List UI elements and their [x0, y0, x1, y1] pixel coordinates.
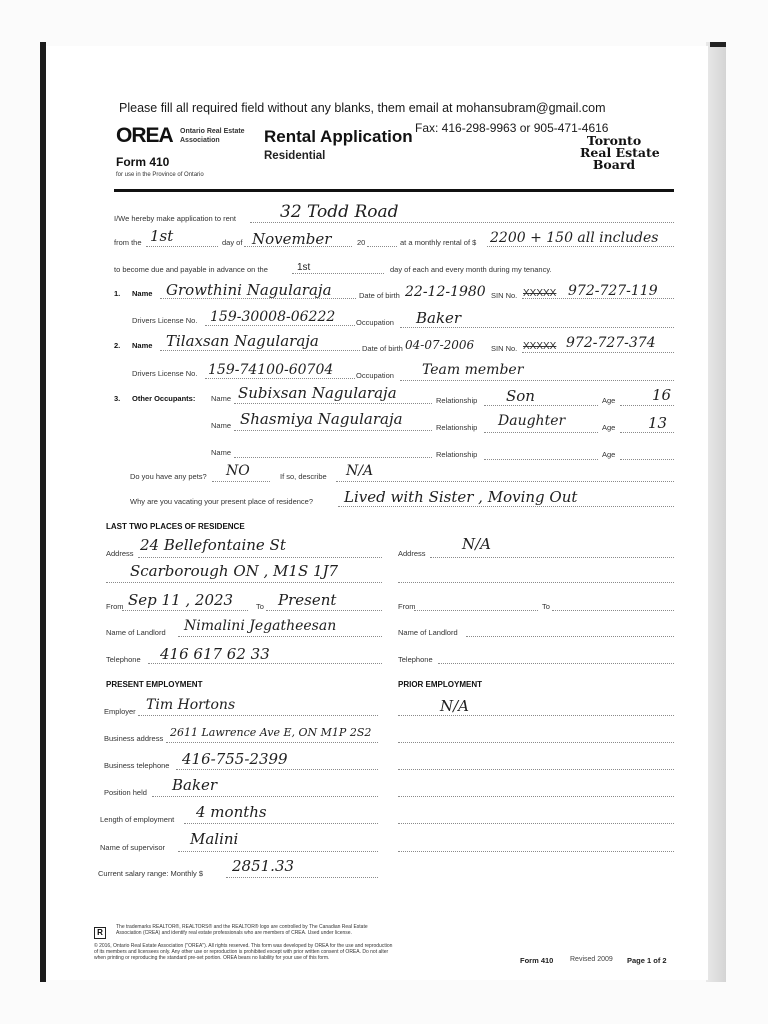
applicant-2-sin-label: SIN No. — [491, 344, 518, 353]
residence-1-landlord-line — [178, 636, 382, 637]
prior-employment-heading: PRIOR EMPLOYMENT — [398, 680, 483, 689]
length-employment-value[interactable]: 4 months — [196, 803, 267, 821]
pets-label: Do you have any pets? — [130, 472, 207, 481]
applicant-2-name-line — [160, 350, 360, 351]
year-label: 20 — [357, 238, 366, 247]
occupant-3-age-label: Age — [602, 450, 616, 459]
present-employment-heading: PRESENT EMPLOYMENT — [106, 680, 203, 689]
applicant-1-occupation-label: Occupation — [356, 318, 394, 327]
business-telephone-label: Business telephone — [104, 761, 170, 770]
occupant-1-name-line — [234, 403, 432, 404]
due-label: to become due and payable in advance on the — [114, 265, 268, 274]
residence-1-to-value[interactable]: Present — [278, 591, 337, 609]
residence-2-telephone-label: Telephone — [398, 655, 433, 664]
occupant-3-name-label: Name — [211, 448, 232, 457]
residence-2-address-label: Address — [398, 549, 426, 558]
applicant-2-dob-label: Date of birth — [362, 344, 403, 353]
business-address-label: Business address — [104, 734, 164, 743]
prior-length-employment-line[interactable] — [398, 823, 674, 824]
salary-label: Current salary range: Monthly $ — [98, 869, 204, 878]
occupant-2-relationship-line — [484, 432, 598, 433]
occupant-2-name-line — [234, 430, 432, 431]
instruction-text: Please fill all required field without any blanks, them email at mohansubram@gmail.com — [119, 101, 606, 115]
length-employment-label: Length of employment — [100, 815, 175, 824]
occupant-2-relationship-value[interactable]: Daughter — [498, 413, 566, 429]
prior-business-telephone-line[interactable] — [398, 769, 674, 770]
applicant-2-license-line — [205, 378, 355, 379]
employer-label: Employer — [104, 707, 136, 716]
applicant-1-license-line — [205, 325, 355, 326]
residence-1-telephone-label: Telephone — [106, 655, 141, 664]
occupants-number: 3. — [114, 394, 121, 403]
applicant-2-name-label: Name — [132, 341, 153, 350]
applicant-2-name-value[interactable]: Tilaxsan Nagularaja — [166, 332, 319, 350]
due-day-line — [292, 273, 384, 274]
pets-line — [212, 481, 270, 482]
applicant-2-sin-value[interactable]: 972-727-374 — [566, 335, 656, 351]
prior-business-address-line[interactable] — [398, 742, 674, 743]
occupant-1-age-line — [620, 405, 674, 406]
occupant-3-age-line[interactable] — [620, 459, 674, 460]
position-held-line — [152, 796, 378, 797]
residence-1-from-label: From — [106, 602, 124, 611]
trreb-line1: Toronto — [586, 133, 642, 148]
residence-2-from-line[interactable] — [414, 610, 538, 611]
occupant-1-relationship-label: Relationship — [436, 396, 478, 405]
form-page — [46, 46, 708, 980]
occupant-2-age-label: Age — [602, 423, 616, 432]
applicant-2-license-value[interactable]: 159-74100-60704 — [208, 362, 334, 378]
residence-2-landlord-line[interactable] — [466, 636, 674, 637]
form-subtitle: Residential — [264, 150, 326, 162]
property-line — [250, 222, 674, 223]
applicant-2-occupation-value[interactable]: Team member — [422, 362, 524, 378]
copyright-notice — [94, 943, 392, 961]
occupant-2-name-label: Name — [211, 421, 232, 430]
prior-supervisor-line[interactable] — [398, 851, 674, 852]
copyright-line-2: of its members and licensees only. Any other use or reproduction is prohibited except with prior written consent of OREA. Do not alter — [94, 949, 389, 955]
month-value[interactable]: November — [252, 230, 332, 248]
realtor-r-icon: R — [94, 927, 106, 939]
trreb-logo — [580, 133, 660, 172]
pets-describe-line — [336, 481, 674, 482]
length-employment-line — [184, 823, 378, 824]
residence-1-telephone-value[interactable]: 416 617 62 33 — [160, 645, 270, 663]
applicant-2-sin-struck: XXXXX — [523, 341, 557, 352]
footer-form-number: Form 410 — [520, 956, 554, 965]
residence-2-address-value[interactable]: N/A — [462, 535, 492, 553]
pets-describe-label: If so, describe — [280, 472, 327, 481]
copyright-line-3: when printing or reproducing the standard pre-set portion. OREA bears no liability for your use of this form. — [94, 955, 330, 961]
residence-1-landlord-label: Name of Landlord — [106, 628, 166, 637]
fax-text: Fax: 416-298-9963 or 905-471-4616 — [415, 121, 609, 135]
orea-name-line2: Association — [180, 137, 220, 144]
residence-1-landlord-value[interactable]: Nimalini Jegatheesan — [184, 618, 337, 634]
pets-value[interactable]: NO — [226, 463, 250, 479]
trreb-line3: Board — [592, 157, 636, 172]
paper-corner — [710, 42, 726, 47]
trademark-line-2: Association (CREA) and identify real estate professionals who are members of CREA. Used under license. — [116, 930, 352, 936]
supervisor-label: Name of supervisor — [100, 843, 166, 852]
supervisor-line — [178, 851, 378, 852]
residence-2-address-line — [430, 557, 674, 558]
employer-value[interactable]: Tim Hortons — [146, 697, 236, 713]
residence-1-address-line — [138, 557, 382, 558]
paper-right-edge — [706, 42, 726, 982]
from-the-label: from the — [114, 238, 142, 247]
residence-2-telephone-line[interactable] — [438, 663, 674, 664]
residence-1-address-value-2[interactable]: Scarborough ON , M1S 1J7 — [130, 562, 339, 580]
orea-name-line1: Ontario Real Estate — [180, 128, 245, 135]
applicant-2-dob-value[interactable]: 04-07-2006 — [405, 338, 475, 352]
occupant-2-age-line — [620, 432, 674, 433]
monthly-rental-label: at a monthly rental of $ — [400, 238, 477, 247]
day-from-line — [146, 246, 218, 247]
applicant-2-number: 2. — [114, 341, 121, 350]
occupant-2-age-value[interactable]: 13 — [648, 414, 668, 432]
residence-1-telephone-line — [148, 663, 382, 664]
residence-2-to-label: To — [542, 602, 550, 611]
day-from-value[interactable]: 1st — [150, 227, 174, 245]
day-of-label: day of — [222, 238, 243, 247]
header-rule — [114, 189, 674, 192]
applicant-1-occupation-line — [400, 327, 674, 328]
position-held-value[interactable]: Baker — [172, 776, 218, 794]
other-occupants-label: Other Occupants: — [132, 394, 196, 403]
prior-employer-line — [398, 715, 674, 716]
residence-1-address-label: Address — [106, 549, 134, 558]
pets-describe-value[interactable]: N/A — [346, 463, 374, 479]
applicant-2-sin-line — [522, 352, 674, 353]
salary-line — [226, 877, 378, 878]
applicant-1-dob-label: Date of birth — [359, 291, 400, 300]
applicant-2-occupation-label: Occupation — [356, 371, 394, 380]
monthly-rent-value[interactable]: 2200 + 150 all includes — [490, 230, 659, 246]
vacating-value[interactable]: Lived with Sister , Moving Out — [344, 488, 578, 506]
occupant-1-relationship-value[interactable]: Son — [506, 387, 535, 405]
applicant-1-sin-struck: XXXXX — [523, 288, 557, 299]
trademark-notice — [116, 924, 368, 936]
form-title: Rental Application — [264, 127, 413, 146]
trreb-line2: Real Estate — [580, 145, 660, 160]
residence-1-to-line — [266, 610, 382, 611]
applicant-1-name-label: Name — [132, 289, 153, 298]
rent-line — [487, 246, 674, 247]
occupant-1-age-label: Age — [602, 396, 616, 405]
residence-1-address-line-2 — [106, 582, 382, 583]
applicant-1-license-value[interactable]: 159-30008-06222 — [210, 309, 336, 325]
occupant-1-name-label: Name — [211, 394, 232, 403]
last-two-residences-heading: LAST TWO PLACES OF RESIDENCE — [106, 522, 245, 531]
copyright-line-1: © 2016, Ontario Real Estate Association ("OREA"). All rights reserved. This form was developed by OREA for the use and reproduction — [94, 943, 393, 949]
day-each-label: day of each and every month during my tenancy. — [390, 265, 552, 274]
due-day-value[interactable]: 1st — [297, 262, 311, 273]
vacating-line — [338, 506, 674, 507]
residence-1-from-line — [122, 610, 248, 611]
occupant-3-relationship-line[interactable] — [484, 459, 598, 460]
prior-employer-value[interactable]: N/A — [440, 697, 470, 715]
applicant-2-license-label: Drivers License No. — [132, 369, 198, 378]
applicant-1-occupation-value[interactable]: Baker — [416, 309, 462, 327]
orea-logo: OREA — [116, 124, 173, 147]
employer-line — [138, 715, 378, 716]
prior-position-held-line[interactable] — [398, 796, 674, 797]
footer-page-number: Page 1 of 2 — [627, 956, 667, 965]
residence-2-landlord-label: Name of Landlord — [398, 628, 458, 637]
business-address-line — [166, 742, 378, 743]
residence-2-address-line-2[interactable] — [398, 582, 674, 583]
applicant-1-dob-value[interactable]: 22-12-1980 — [405, 284, 486, 300]
residence-1-address-value[interactable]: 24 Bellefontaine St — [140, 536, 286, 554]
business-telephone-value[interactable]: 416-755-2399 — [182, 750, 288, 768]
occupant-1-relationship-line — [484, 405, 598, 406]
residence-2-from-label: From — [398, 602, 416, 611]
occupant-1-age-value[interactable]: 16 — [652, 386, 672, 404]
trademark-line-1: The trademarks REALTOR®, REALTORS® and the REALTOR® logo are controlled by The Canadian Real Estate — [116, 924, 368, 930]
applicant-1-number: 1. — [114, 289, 121, 298]
salary-value[interactable]: 2851.33 — [232, 857, 295, 875]
intro-label: I/We hereby make application to rent — [114, 214, 237, 223]
applicant-1-sin-label: SIN No. — [491, 291, 518, 300]
applicant-1-sin-value[interactable]: 972-727-119 — [568, 283, 658, 299]
footer-revised: Revised 2009 — [570, 956, 613, 963]
vacating-label: Why are you vacating your present place of residence? — [130, 497, 314, 506]
form-province: for use in the Province of Ontario — [116, 172, 204, 178]
occupant-3-name-line[interactable] — [234, 457, 432, 458]
form-number: Form 410 — [116, 155, 170, 169]
applicant-2-occupation-line — [400, 380, 674, 381]
occupant-3-relationship-label: Relationship — [436, 450, 478, 459]
supervisor-value[interactable]: Malini — [190, 830, 239, 848]
residence-1-from-value[interactable]: Sep 11 , 2023 — [128, 591, 234, 609]
occupant-1-name-value[interactable]: Subixsan Nagularaja — [238, 384, 397, 402]
realtor-logo — [94, 922, 106, 940]
occupant-2-relationship-label: Relationship — [436, 423, 478, 432]
applicant-1-license-label: Drivers License No. — [132, 316, 198, 325]
applicant-1-name-value[interactable]: Growthini Nagularaja — [166, 281, 332, 299]
occupant-2-name-value[interactable]: Shasmiya Nagularaja — [240, 410, 403, 428]
property-address-value[interactable]: 32 Todd Road — [280, 202, 399, 222]
residence-1-to-label: To — [256, 602, 264, 611]
business-telephone-line — [176, 769, 378, 770]
year-line — [367, 246, 397, 247]
residence-2-to-line[interactable] — [552, 610, 674, 611]
business-address-value[interactable]: 2611 Lawrence Ave E, ON M1P 2S2 — [170, 726, 372, 739]
position-held-label: Position held — [104, 788, 147, 797]
